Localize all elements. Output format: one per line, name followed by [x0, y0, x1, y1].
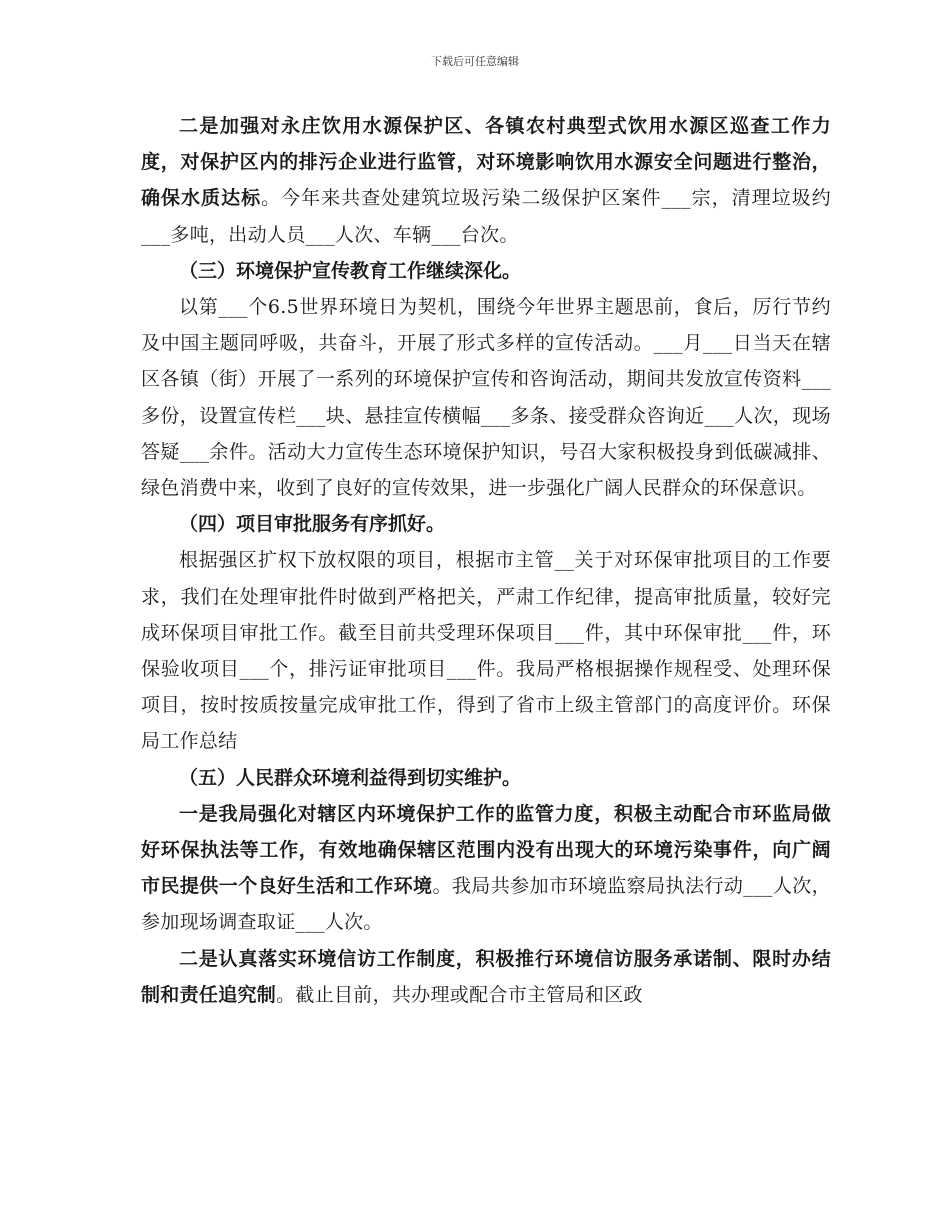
paragraph-lead-bold: 二是认真落实环境信访工作制度，积极推行环境信访服务承诺制、限时办结制和责任追究制 — [141, 947, 831, 1006]
paragraph-approval — [141, 542, 831, 759]
document-body — [141, 108, 831, 1013]
paragraph-body-text: 以第___个6.5世界环境日为契机，围绕今年世界主题思前，食后，厉行节约及中国主题同呼吸，共奋斗，开展了形式多样的宣传活动。___月___日当天在辖区各镇（街）开展了一系列的环境保护宣传和咨询活动，期间共发放宣传资料___多份，设置宣传栏___块、悬挂宣传横幅___多条、接受群众咨询近___人次，现场答疑___余件。活动大力宣传生态环境保护知识，号召大家积极投身到低碳减排、绿色消费中来，收到了良好的宣传效果，进一步强化广阔人民群众的环保意识。 — [141, 296, 831, 500]
section-heading-3: （三）环境保护宣传教育工作继续深化。 — [179, 259, 522, 282]
paragraph-lead-bold: 二是加强对永庄饮用水源保护区、各镇农村典型式饮用水源区巡查工作力度，对保护区内的排污企业进行监管，对环境影响饮用水源安全问题进行整治，确保水质达标 — [141, 115, 831, 210]
paragraph-petition — [141, 941, 831, 1013]
paragraph-supervision — [141, 796, 831, 941]
paragraph-body-text: 。截止目前，共办理或配合市主管局和区政 — [276, 983, 643, 1006]
section-heading-4: （四）项目审批服务有序抓好。 — [179, 513, 446, 536]
section-heading-5: （五）人民群众环境利益得到切实维护。 — [179, 766, 522, 789]
paragraph-body-text: 。我局共参加市环境监察局执法行动___人次，参加现场调查取证___人次。 — [141, 875, 831, 934]
paragraph-water-source — [141, 108, 831, 253]
paragraph-publicity — [141, 289, 831, 506]
page-header: 下载后可任意编辑 — [431, 55, 519, 68]
paragraph-body-text: 根据强区扩权下放权限的项目，根据市主管__关于对环保审批项目的工作要求，我们在处理审批件时做到严格把关，严肃工作纪律，提高审批质量，较好完成环保项目审批工作。截至目前共受理环保项目___件，其中环保审批___件，环保验收项目___个，排污证审批项目___件。我局严格根据操作规程受、处理环保项目，按时按质按量完成审批工作，得到了省市上级主管部门的高度评价。环保局工作总结 — [141, 549, 831, 753]
paragraph-lead-bold: 一是我局强化对辖区内环境保护工作的监管力度，积极主动配合市环监局做好环保执法等工作，有效地确保辖区范围内没有出现大的环境污染事件，向广阔市民提供一个良好生活和工作环境 — [141, 802, 831, 898]
paragraph-body-text: 。今年来共查处建筑垃圾污染二级保护区案件___宗，清理垃圾约___多吨，出动人员___人次、车辆___台次。 — [141, 187, 831, 246]
